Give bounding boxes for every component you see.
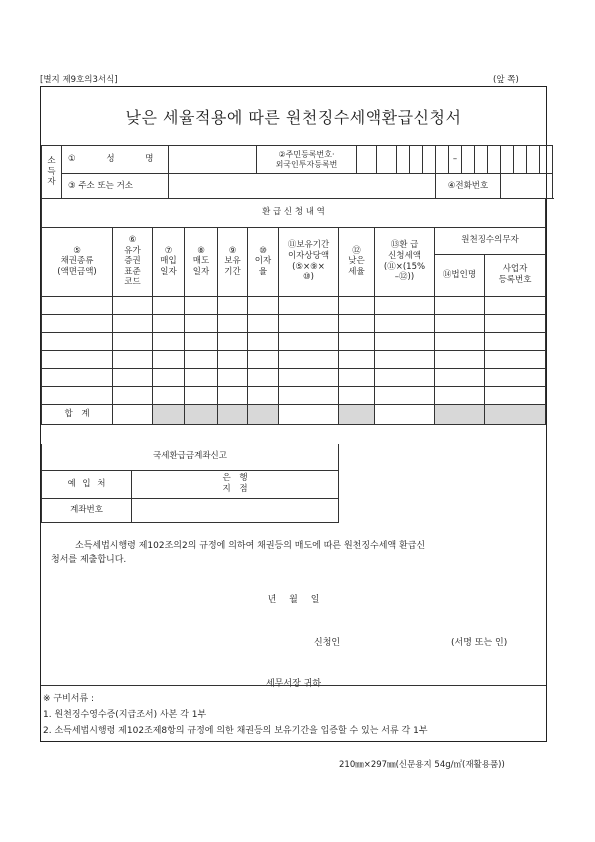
table-row — [42, 332, 546, 350]
reg-no-box[interactable] — [501, 146, 514, 174]
depository-field[interactable]: 은 행 지 점 — [132, 470, 339, 498]
refund-section-title: 환 급 신 청 내 역 — [42, 198, 546, 227]
total-label: 합 계 — [42, 404, 113, 424]
date-line: 년 월 일 — [267, 595, 320, 605]
table-row — [42, 368, 546, 386]
applicant-label: 신청인 — [314, 638, 341, 648]
col-biz-no: 사업자 등록번호 — [485, 254, 546, 296]
reg-no-box[interactable] — [397, 146, 410, 174]
reg-no-box[interactable] — [462, 146, 475, 174]
statement-block — [41, 527, 546, 687]
col-low-rate: ⑫ 낮은 세율 — [339, 227, 375, 296]
reg-no-dash: – — [449, 146, 462, 174]
col-refund-amount: ⑬환 급 신청세액 (⑪×(15% –⑫)) — [375, 227, 435, 296]
account-label: 계좌번호 — [42, 498, 132, 522]
paper-spec: 210㎜×297㎜(신문용지 54g/㎡(재활용품)) — [339, 760, 505, 770]
phone-field[interactable] — [501, 174, 553, 199]
statement-text: 소득세법시행령 제102조의2의 규정에 의하여 채권등의 매도에 따른 원천징수세액 환급신 청서를 제출합니다. — [51, 541, 426, 566]
addressee: 세무서장 귀하 — [265, 679, 322, 689]
table-row — [42, 350, 546, 368]
reg-no-box[interactable] — [488, 146, 501, 174]
bank-title: 국세환급금계좌신고 — [42, 444, 339, 470]
reg-no-box[interactable] — [540, 146, 553, 174]
attachment-item: 1. 원천징수영수증(지급조서) 사본 각 1부 — [43, 710, 207, 720]
form-number: [별지 제9호의3서식] — [40, 75, 118, 85]
reg-no-box[interactable] — [436, 146, 449, 174]
col-withholder: 원천징수의무자 — [435, 227, 546, 254]
address-field[interactable] — [169, 174, 436, 199]
income-earner-label: 소득자 — [42, 146, 62, 199]
reg-no-box[interactable] — [514, 146, 527, 174]
col-sale-date: ⑧ 매도 일자 — [185, 227, 218, 296]
form-title: 낮은 세율적용에 따른 원천징수세액환급신청서 — [41, 87, 546, 146]
total-row — [42, 404, 546, 424]
form-frame — [40, 86, 547, 742]
table-row — [42, 296, 546, 314]
phone-label: ④전화번호 — [436, 174, 501, 199]
refund-table — [41, 198, 546, 425]
depository-label: 예 입 처 — [42, 470, 132, 498]
page-side: (앞 쪽) — [493, 75, 519, 85]
attachments-heading: ※ 구비서류 : — [43, 694, 95, 704]
applicant-table — [41, 145, 553, 199]
table-row — [42, 386, 546, 404]
col-interest-amount: ⑪보유기간 이자상당액 (⑤×⑨× ⑩) — [279, 227, 339, 296]
reg-no-label: ②주민등록번호· 외국인투자등록번 — [257, 146, 357, 174]
attachment-item: 2. 소득세법시행령 제102조제8항의 규정에 의한 채권등의 보유기간을 입증할 수 있는 서류 각 1부 — [43, 726, 428, 736]
table-row — [42, 314, 546, 332]
account-field[interactable] — [132, 498, 339, 522]
reg-no-box[interactable] — [410, 146, 423, 174]
col-security-code: ⑥ 유가 증권 표준 코드 — [113, 227, 153, 296]
col-interest-rate: ⑩ 이자 율 — [248, 227, 279, 296]
col-holding-period: ⑨ 보유 기간 — [218, 227, 248, 296]
reg-no-box[interactable] — [475, 146, 488, 174]
reg-no-box[interactable] — [423, 146, 436, 174]
attachments — [41, 685, 546, 744]
bank-table — [41, 444, 339, 523]
name-field[interactable] — [169, 146, 257, 174]
reg-no-box[interactable] — [377, 146, 397, 174]
name-label: ① 성 명 — [62, 146, 169, 174]
col-purchase-date: ⑦ 매입 일자 — [153, 227, 185, 296]
col-corp-name: ⑭법인명 — [435, 254, 485, 296]
signature-label: (서명 또는 인) — [451, 638, 508, 648]
address-label: ③ 주소 또는 거소 — [62, 174, 169, 199]
reg-no-box[interactable] — [357, 146, 377, 174]
reg-no-box[interactable] — [527, 146, 540, 174]
col-bond-type: ⑤ 채권종류 (액면금액) — [42, 227, 113, 296]
